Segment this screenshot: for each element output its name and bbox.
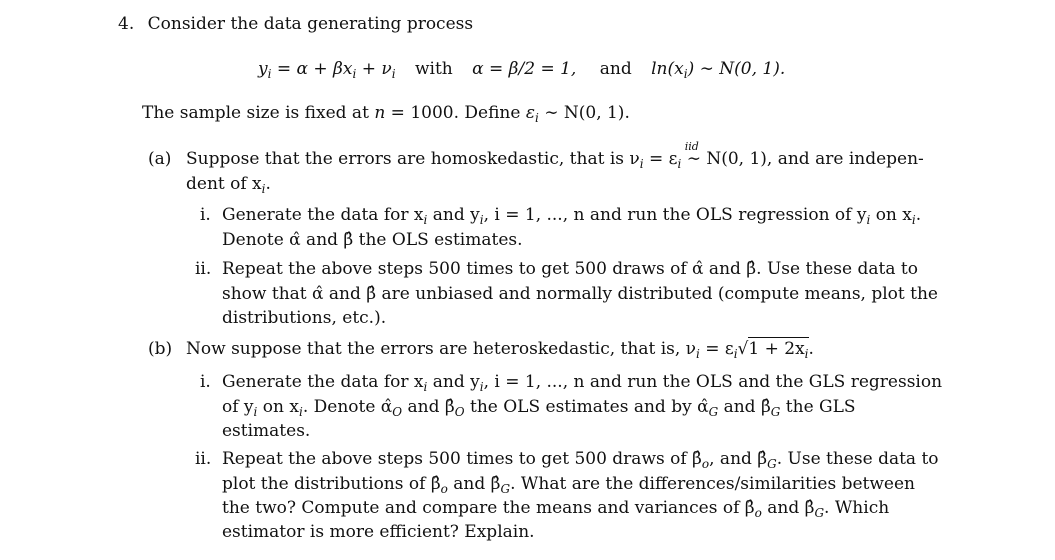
part-b-ii-line4: estimator is more efficient? Explain. — [222, 522, 535, 542]
part-b-i-num: i. — [200, 372, 211, 392]
part-a-i-line2: Denote α̂ and β̂ the OLS estimates. — [222, 230, 523, 250]
part-a-label: (a) — [148, 149, 172, 169]
part-a-line1: Suppose that the errors are homoskedastic, that is $\nu_i = \varepsilon_i$ iid ∼ N(0, 1), and are indepen- — [186, 140, 924, 171]
part-a-ii-num: ii. — [195, 259, 212, 279]
part-b-label: (b) — [148, 339, 173, 359]
eq-params: α = β/2 = 1, — [472, 59, 577, 79]
model-equation: $y_i = \alpha + \beta x_i + \nu_i$ with α = β/2 = 1, and $\ln(x_i)$ ∼ N(0, 1). — [258, 59, 786, 81]
part-b-i-line3: estimates. — [222, 421, 311, 441]
part-b-ii-line2: plot the distributions of $\betâ_o$ and $\betâ_G$. What are the differences/similarities between — [222, 474, 915, 496]
eq-lognormal: ln(x — [651, 59, 684, 79]
part-b-i-line2: of $y_i$ on $x_i$. Denote $\alphâ_O$ and $\betâ_O$ the OLS estimates and by $\alphâ_G$ and $\betâ_G$ the GLS — [222, 397, 856, 419]
question-number: 4. — [118, 14, 135, 34]
part-a-ii-line3: distributions, etc.). — [222, 308, 387, 328]
part-a-ii-line1: Repeat the above steps 500 times to get 500 draws of α̂ and β̂. Use these data to — [222, 259, 918, 279]
question-header — [118, 12, 473, 36]
question-text: Consider the data generating process — [147, 14, 474, 34]
part-a-i-line1: Generate the data for $x_i$ and $y_i$, i = 1, ..., n and run the OLS regression of $y_i$ on $x_i$. — [222, 205, 922, 227]
eq-with: with — [414, 59, 453, 79]
part-b-i-line1: Generate the data for $x_i$ and $y_i$, i = 1, ..., n and run the OLS and the GLS regression — [222, 372, 943, 394]
part-a-ii-line2: show that α̂ and β̂ are unbiased and normally distributed (compute means, plot the — [222, 284, 938, 304]
part-a-i-num: i. — [200, 205, 211, 225]
part-b-ii-num: ii. — [195, 449, 212, 469]
part-a-line2: dent of $x_i$. — [186, 174, 271, 196]
part-b-line1: Now suppose that the errors are heteroskedastic, that is, $\nu_i = \varepsilon_i√1 + 2x_i$. — [186, 339, 814, 361]
sample-size-text: The sample size is fixed at n = 1000. Define $\varepsilon_i$ ∼ N(0, 1). — [142, 103, 630, 125]
part-b-ii-line1: Repeat the above steps 500 times to get 500 draws of $\betâ_o$, and $\betâ_G$. Use these data to — [222, 449, 939, 471]
part-b-ii-line3: the two? Compute and compare the means and variances of $\betâ_o$ and $\betâ_G$. Which — [222, 498, 890, 520]
eq-and: and — [599, 59, 632, 79]
